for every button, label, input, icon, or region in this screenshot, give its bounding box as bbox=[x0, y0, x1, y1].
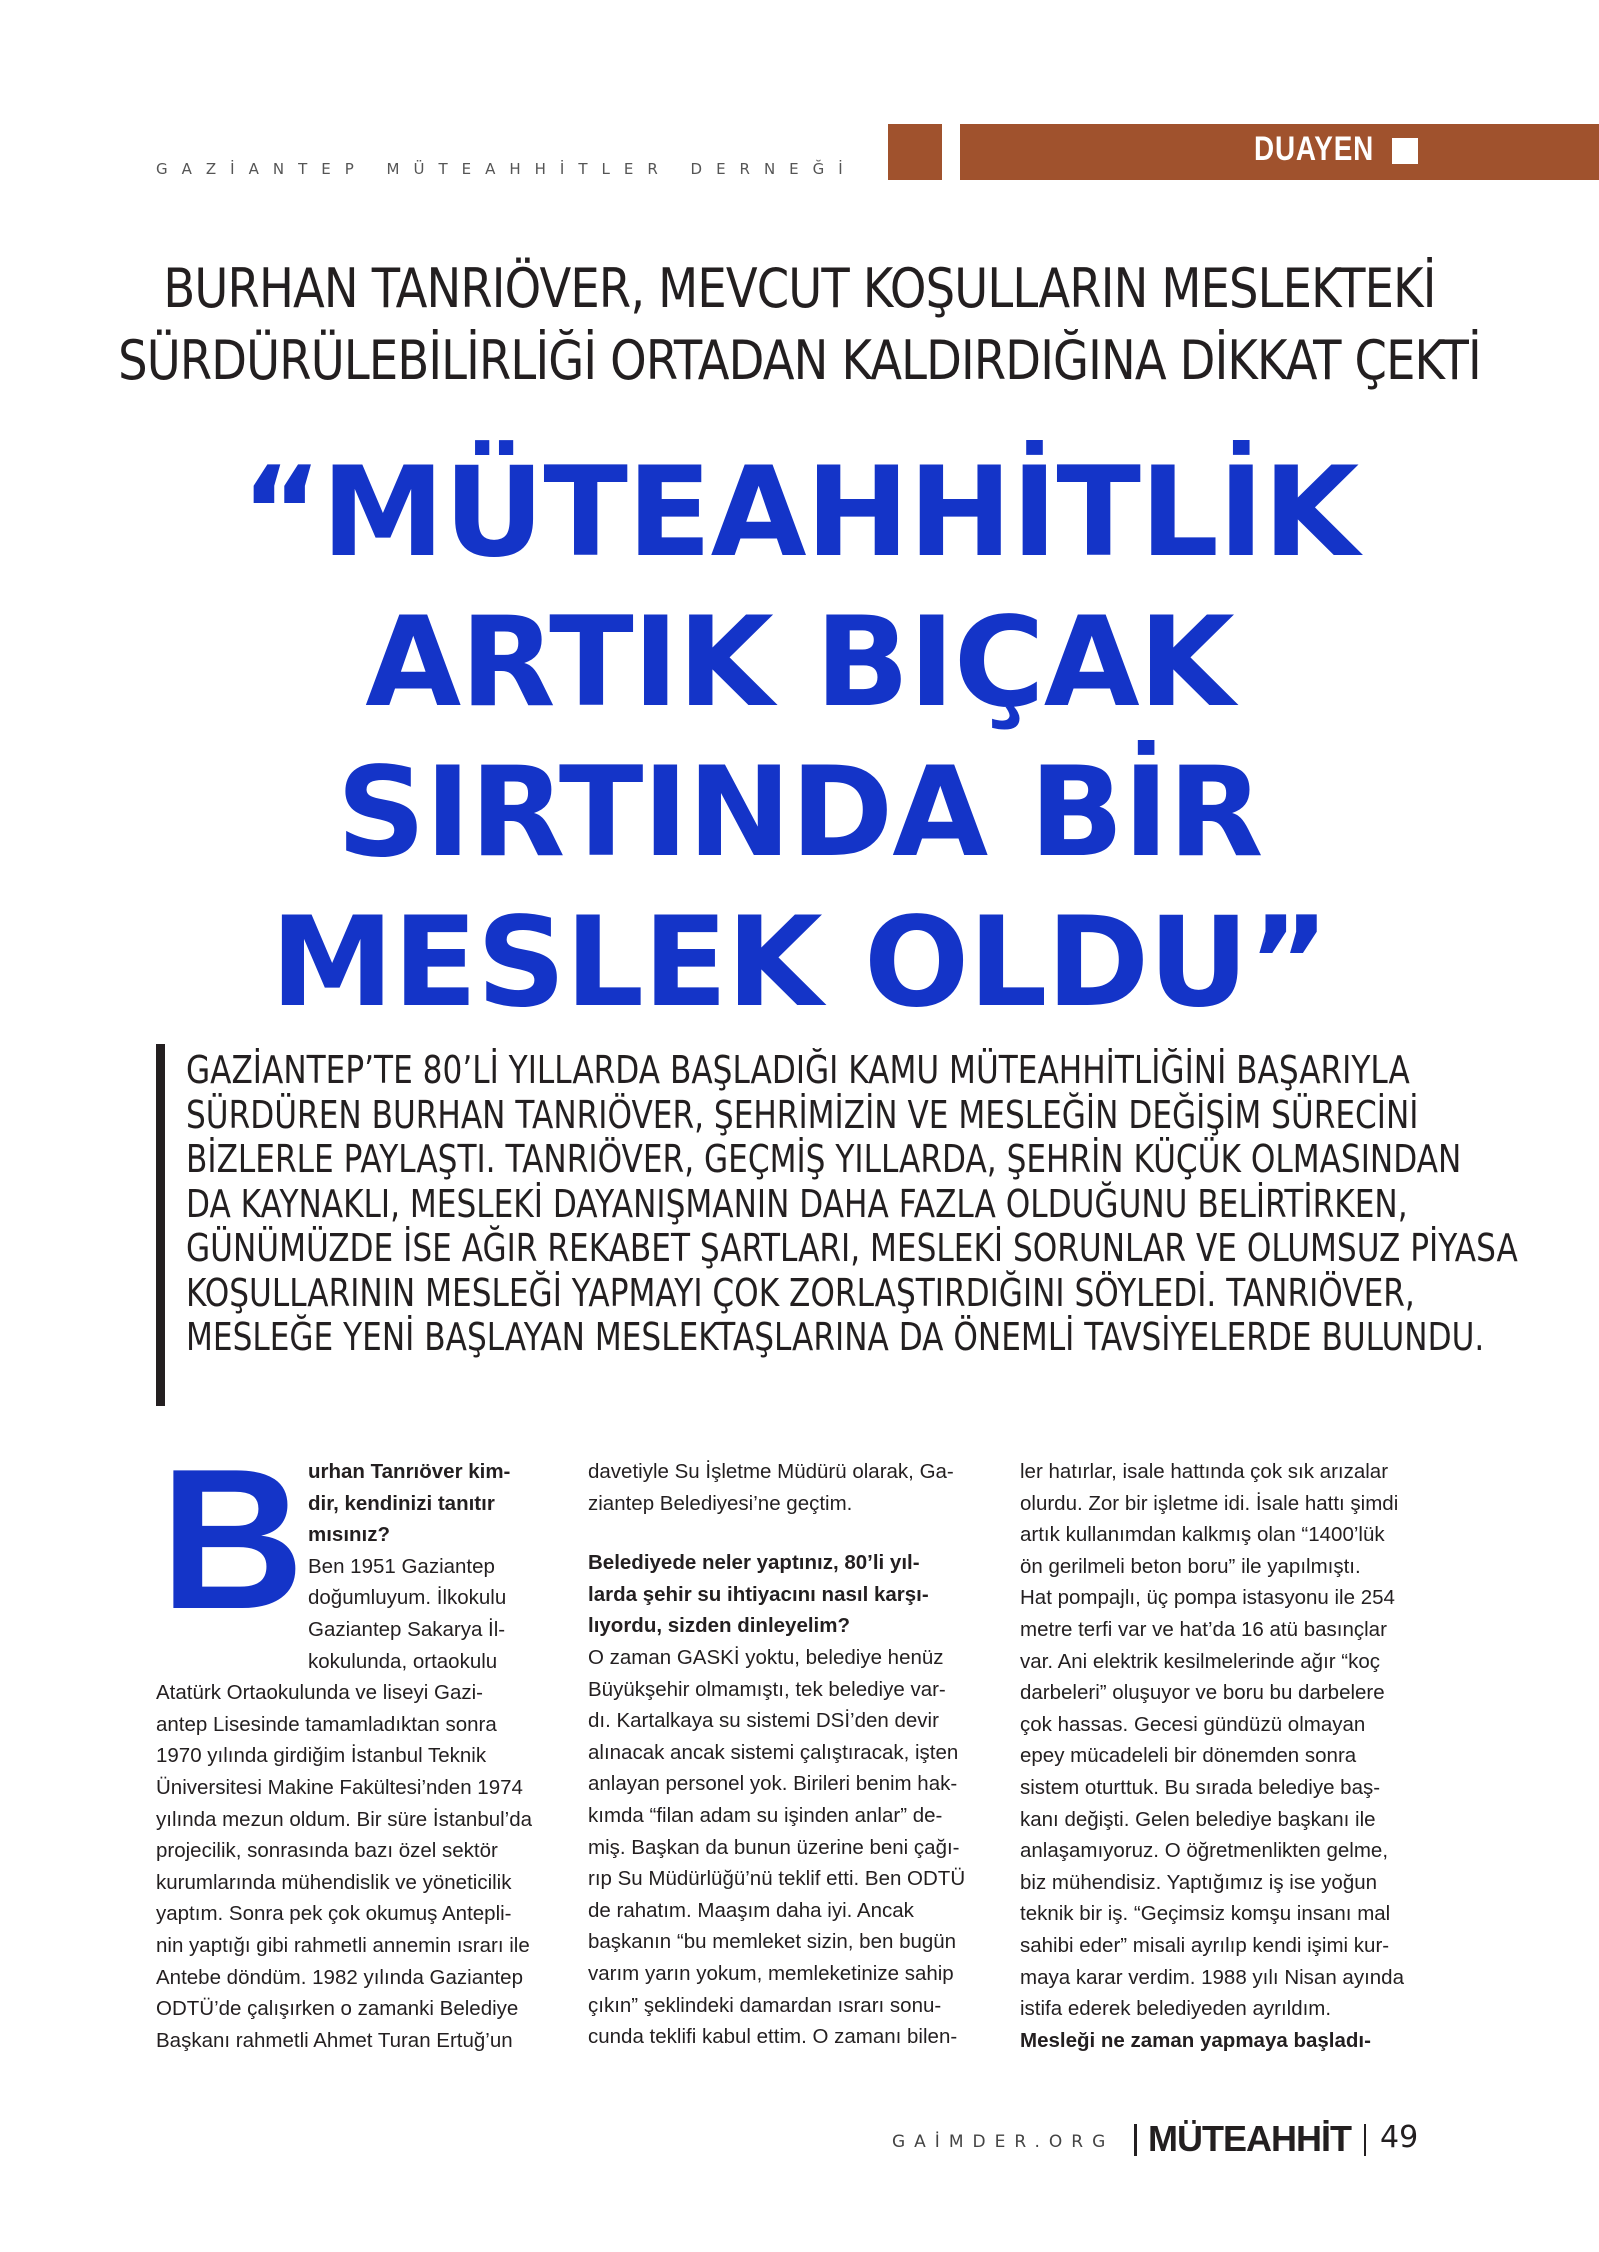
footer-divider bbox=[1364, 2124, 1366, 2156]
organization-name: GAZİANTEP MÜTEAHHİTLER DERNEĞİ bbox=[156, 160, 857, 178]
interview-question: Mesleği ne zaman yapmaya başladı- bbox=[1020, 2028, 1371, 2052]
lead-bar bbox=[156, 1044, 165, 1406]
body-line: antep Lisesinde tamamladıktan sonra bbox=[156, 1712, 497, 1736]
lead-line: SÜRDÜREN BURHAN TANRIÖVER, ŞEHRİMİZİN VE MESLEĞİN DEĞİŞİM SÜRECİNİ bbox=[186, 1092, 1419, 1137]
body-column-1 bbox=[156, 1456, 556, 2056]
body-line: ziantep Belediyesi’ne geçtim. bbox=[588, 1491, 853, 1515]
body-line: çıkın” şeklindeki damardan ısrarı sonu- bbox=[588, 1993, 942, 2017]
lead-line: GAZİANTEP’TE 80’Lİ YILLARDA BAŞLADIĞI KAMU MÜTEAHHİTLİĞİNİ BAŞARIYLA bbox=[186, 1048, 1410, 1092]
body-line: dı. Kartalkaya su sistemi DSİ’den devir bbox=[588, 1709, 939, 1733]
interview-question: lıyordu, sizden dinleyelim? bbox=[588, 1614, 850, 1638]
body-column-3 bbox=[1020, 1456, 1420, 2056]
body-line: Başkanı rahmetli Ahmet Turan Ertuğ’un bbox=[156, 2028, 513, 2052]
body-line: kanı değişti. Gelen belediye başkanı ile bbox=[1020, 1807, 1376, 1831]
body-line: darbeleri” oluşuyor ve boru bu darbelere bbox=[1020, 1681, 1385, 1705]
body-column-2 bbox=[588, 1456, 988, 2053]
body-line: Hat pompajlı, üç pompa istasyonu ile 254 bbox=[1020, 1586, 1395, 1610]
body-line: alınacak ancak sistemi çalıştıracak, işten bbox=[588, 1740, 959, 1764]
interview-question: Belediyede neler yaptınız, 80’li yıl- bbox=[588, 1551, 920, 1575]
body-line: kımda “filan adam su işinden anlar” de- bbox=[588, 1803, 943, 1827]
footer-divider bbox=[1134, 2124, 1137, 2156]
kicker-line-2: SÜRDÜRÜLEBİLİRLİĞİ ORTADAN KALDIRDIĞINA DİKKAT ÇEKTİ bbox=[118, 329, 1481, 392]
body-line: Ben 1951 Gaziantep bbox=[308, 1554, 495, 1578]
body-line: artık kullanımdan kalkmış olan “1400’lük bbox=[1020, 1523, 1385, 1547]
lead-line: GÜNÜMÜZDE İSE AĞIR REKABET ŞARTLARI, MESLEKİ SORUNLAR VE OLUMSUZ PİYASA bbox=[186, 1226, 1518, 1270]
body-line: ön gerilmeli beton boru” ile yapılmıştı. bbox=[1020, 1554, 1361, 1578]
body-line: projecilik, sonrasında bazı özel sektör bbox=[156, 1839, 498, 1863]
body-line: miş. Başkan da bunun üzerine beni çağı- bbox=[588, 1835, 960, 1859]
body-line: varım yarın yokum, memleketinize sahip bbox=[588, 1961, 954, 1985]
body-line: Büyükşehir olmamıştı, tek belediye var- bbox=[588, 1677, 946, 1701]
body-line: anlaşamıyoruz. O öğretmenlikten gelme, bbox=[1020, 1839, 1389, 1863]
body-line: Gaziantep Sakarya İl- bbox=[308, 1617, 506, 1641]
body-line: cunda teklifi kabul ettim. O zamanı bilen- bbox=[588, 2025, 958, 2049]
body-line: doğumluyum. İlkokulu bbox=[308, 1586, 507, 1610]
interview-question: dir, kendinizi tanıtır bbox=[308, 1491, 495, 1515]
body-line: metre terfi var ve hat’da 16 atü basınçlar bbox=[1020, 1617, 1387, 1641]
interview-question: mısınız? bbox=[308, 1523, 391, 1547]
body-line: rıp Su Müdürlüğü’nü teklif etti. Ben ODTÜ bbox=[588, 1867, 966, 1891]
body-line: teknik bir iş. “Geçimsiz komşu insanı mal bbox=[1020, 1902, 1391, 1926]
body-line: de rahatım. Maaşım daha iyi. Ancak bbox=[588, 1898, 914, 1922]
body-line: 1970 yılında girdiğim İstanbul Teknik bbox=[156, 1744, 487, 1768]
body-line: kokulunda, ortaokulu bbox=[308, 1649, 498, 1673]
headline-line-2: ARTIK BIÇAK bbox=[365, 591, 1234, 735]
body-line: istifa ederek belediyeden ayrıldım. bbox=[1020, 1997, 1332, 2021]
body-line: Üniversitesi Makine Fakültesi’nden 1974 bbox=[156, 1775, 523, 1799]
body-line: var. Ani elektrik kesilmelerinde ağır “koç bbox=[1020, 1649, 1381, 1673]
headline-line-1: “MÜTEAHHİTLİK bbox=[240, 441, 1359, 585]
page-number: 49 bbox=[1380, 2120, 1419, 2155]
body-line: yılında mezun oldum. Bir süre İstanbul’da bbox=[156, 1807, 533, 1831]
lead-line: KOŞULLARININ MESLEĞİ YAPMAYI ÇOK ZORLAŞTIRDIĞINI SÖYLEDİ. TANRIÖVER, bbox=[186, 1270, 1415, 1315]
body-line: ler hatırlar, isale hattında çok sık arızalar bbox=[1020, 1460, 1389, 1483]
body-line: biz mühendisiz. Yaptığımız iş ise yoğun bbox=[1020, 1870, 1378, 1894]
body-line: sahibi eder” misali ayrılıp kendi işimi kur- bbox=[1020, 1933, 1390, 1957]
body-line: Atatürk Ortaokulunda ve liseyi Gazi- bbox=[156, 1681, 483, 1705]
body-line: yaptım. Sonra pek çok okumuş Antepli- bbox=[156, 1902, 512, 1926]
section-tab-accent bbox=[888, 124, 942, 180]
headline-line-3: SIRTINDA BİR bbox=[336, 741, 1263, 885]
body-line: sistem oturttuk. Bu sırada belediye baş- bbox=[1020, 1775, 1381, 1799]
body-line: nin yaptığı gibi rahmetli annemin ısrarı ile bbox=[156, 1933, 530, 1957]
body-line: epey mücadeleli bir dönemden sonra bbox=[1020, 1744, 1357, 1768]
drop-cap: B bbox=[160, 1428, 305, 1651]
footer-website: GAİMDER.ORG bbox=[892, 2132, 1115, 2152]
headline-line-4: MESLEK OLDU” bbox=[270, 891, 1329, 1035]
section-square-icon bbox=[1392, 138, 1418, 164]
body-line: kurumlarında mühendislik ve yöneticilik bbox=[156, 1870, 512, 1894]
body-line: çok hassas. Gecesi gündüzü olmayan bbox=[1020, 1712, 1366, 1736]
lead-line: BİZLERLE PAYLAŞTI. TANRIÖVER, GEÇMİŞ YILLARDA, ŞEHRİN KÜÇÜK OLMASINDAN bbox=[186, 1137, 1462, 1181]
body-line: Antebe döndüm. 1982 yılında Gaziantep bbox=[156, 1965, 523, 1989]
section-label: DUAYEN bbox=[1254, 130, 1375, 168]
magazine-logo: MÜTEAHHİT bbox=[1148, 2118, 1351, 2159]
interview-question: larda şehir su ihtiyacını nasıl karşı- bbox=[588, 1582, 929, 1606]
body-line: başkanın “bu memleket sizin, ben bugün bbox=[588, 1930, 957, 1954]
body-line: davetiyle Su İşletme Müdürü olarak, Ga- bbox=[588, 1460, 954, 1483]
interview-question: urhan Tanrıöver kim- bbox=[308, 1460, 511, 1483]
body-line: olurdu. Zor bir işletme idi. İsale hattı şimdi bbox=[1020, 1491, 1399, 1515]
lead-line: MESLEĞE YENİ BAŞLAYAN MESLEKTAŞLARINA DA ÖNEMLİ TAVSİYELERDE BULUNDU. bbox=[186, 1315, 1485, 1359]
lead-line: DA KAYNAKLI, MESLEKİ DAYANIŞMANIN DAHA FAZLA OLDUĞUNU BELİRTİRKEN, bbox=[186, 1181, 1408, 1226]
body-line: maya karar verdim. 1988 yılı Nisan ayında bbox=[1020, 1965, 1404, 1989]
body-line: ODTÜ’de çalışırken o zamanki Belediye bbox=[156, 1997, 519, 2021]
body-line: anlayan personel yok. Birileri benim hak- bbox=[588, 1772, 958, 1796]
kicker-line-1: BURHAN TANRIÖVER, MEVCUT KOŞULLARIN MESLEKTEKİ bbox=[163, 257, 1436, 320]
lead-paragraph bbox=[186, 1048, 1518, 1360]
body-line: O zaman GASKİ yoktu, belediye henüz bbox=[588, 1645, 944, 1669]
